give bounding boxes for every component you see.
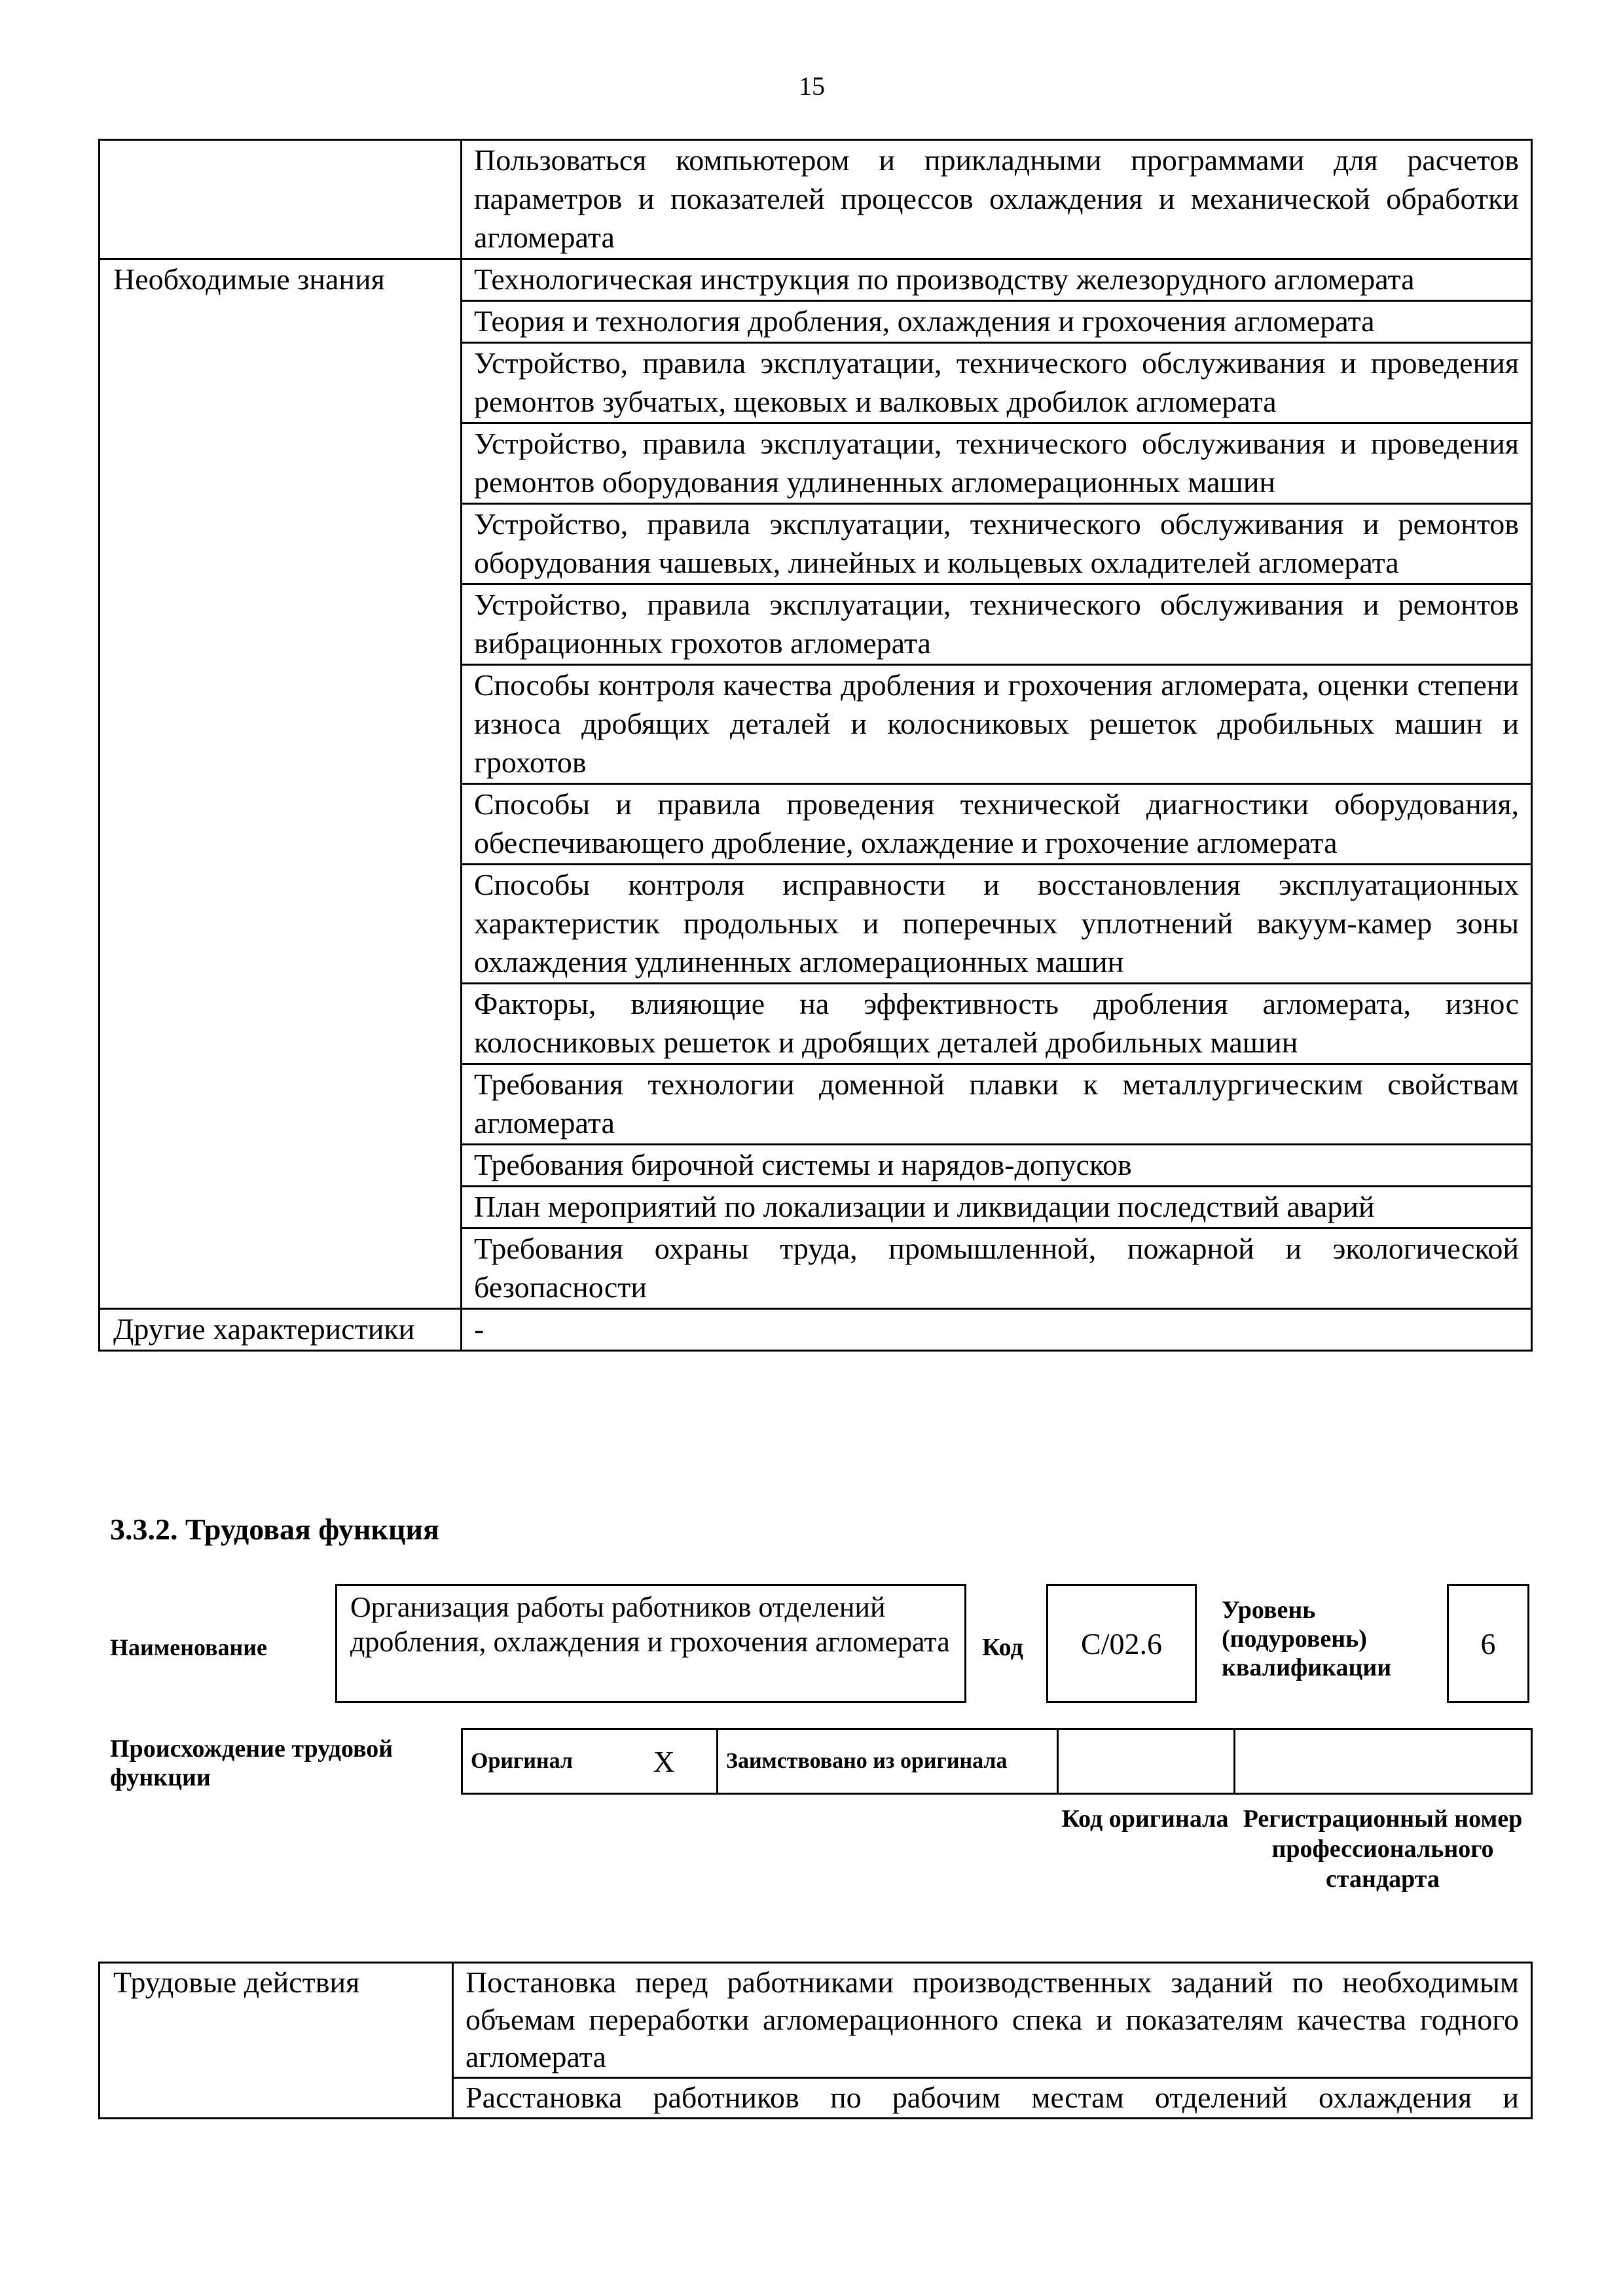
table-cell: Технологическая инструкция по производству железорудного агломерата [462,259,1532,301]
function-name-box [335,1584,966,1703]
actions-table [98,1962,1533,2119]
table-row [100,140,1532,259]
row-label [100,140,462,259]
action-item: Расстановка работников по рабочим местам отделений охлаждения и [453,2078,1532,2119]
table-row [100,1963,1532,2078]
reg-number-cell [1235,1729,1532,1794]
actions-label: Трудовые действия [100,1963,453,2119]
table-row [100,259,1532,301]
knowledge-table [98,139,1533,1352]
original-mark: X [646,1729,718,1794]
table-row [462,1729,1532,1794]
page-number: 15 [799,71,825,101]
original-label: Оригинал [462,1729,646,1794]
name-label: Наименование [110,1634,267,1660]
code-original-cell [1058,1729,1235,1794]
code-original-caption: Код оригинала [1061,1805,1229,1833]
table-cell: - [462,1309,1532,1351]
origin-table [461,1728,1533,1795]
table-cell: Устройство, правила эксплуатации, технического обслуживания и проведения ремонтов оборудования удлиненных агломерационных машин [462,423,1532,504]
table-cell: Факторы, влияющие на эффективность дробления агломерата, износ колосниковых решеток и дробящих деталей дробильных машин [462,984,1532,1064]
code-label: Код [982,1634,1023,1661]
table-cell: Требования охраны труда, промышленной, пожарной и экологической безопасности [462,1229,1532,1309]
table-cell: Требования технологии доменной плавки к металлургическим свойствам агломерата [462,1064,1532,1145]
table-cell: Устройство, правила эксплуатации, технического обслуживания и ремонтов оборудования чашевых, линейных и кольцевых охладителей агломерата [462,504,1532,584]
table-cell: Теория и технология дробления, охлаждения и грохочения агломерата [462,301,1532,343]
function-name-value: Организация работы работников отделений дробления, охлаждения и грохочения агломерата [350,1591,950,1658]
table-cell: Пользоваться компьютером и прикладными программами для расчетов параметров и показателей процессов охлаждения и механической обработки агломерата [462,140,1532,259]
table-cell: Способы контроля качества дробления и грохочения агломерата, оценки степени износа дробящих деталей и колосниковых решеток дробильных машин и грохотов [462,665,1532,784]
section-title: 3.3.2. Трудовая функция [110,1513,439,1546]
table-cell: Устройство, правила эксплуатации, технического обслуживания и проведения ремонтов зубчатых, щековых и валковых дробилок агломерата [462,343,1532,423]
table-row [100,1309,1532,1351]
code-box [1046,1584,1197,1703]
row-label-knowledge: Необходимые знания [100,259,462,1309]
level-value: 6 [1480,1626,1496,1660]
table-cell: Устройство, правила эксплуатации, технического обслуживания и ремонтов вибрационных грохотов агломерата [462,584,1532,665]
reg-number-caption: Регистрационный номер профессионального стандарта [1243,1805,1523,1893]
table-cell: Требования бирочной системы и нарядов-допусков [462,1145,1532,1187]
code-value: C/02.6 [1081,1626,1162,1660]
table-cell: Способы контроля исправности и восстановления эксплуатационных характеристик продольных и поперечных уплотнений вакуум-камер зоны охлаждения удлиненных агломерационных машин [462,865,1532,984]
action-item: Постановка перед работниками производственных заданий по необходимым объемам переработки агломерационного спека и показателям качества годного агломерата [453,1963,1532,2078]
table-cell: План мероприятий по локализации и ликвидации последствий аварий [462,1187,1532,1229]
level-box [1447,1584,1529,1703]
borrowed-label: Заимствовано из оригинала [718,1729,1058,1794]
origin-label: Происхождение трудовой функции [110,1735,393,1791]
row-label-other: Другие характеристики [100,1309,462,1351]
level-label: Уровень (подуровень) квалификации [1222,1596,1392,1681]
table-cell: Способы и правила проведения технической диагностики оборудования, обеспечивающего дробление, охлаждение и грохочение агломерата [462,784,1532,865]
